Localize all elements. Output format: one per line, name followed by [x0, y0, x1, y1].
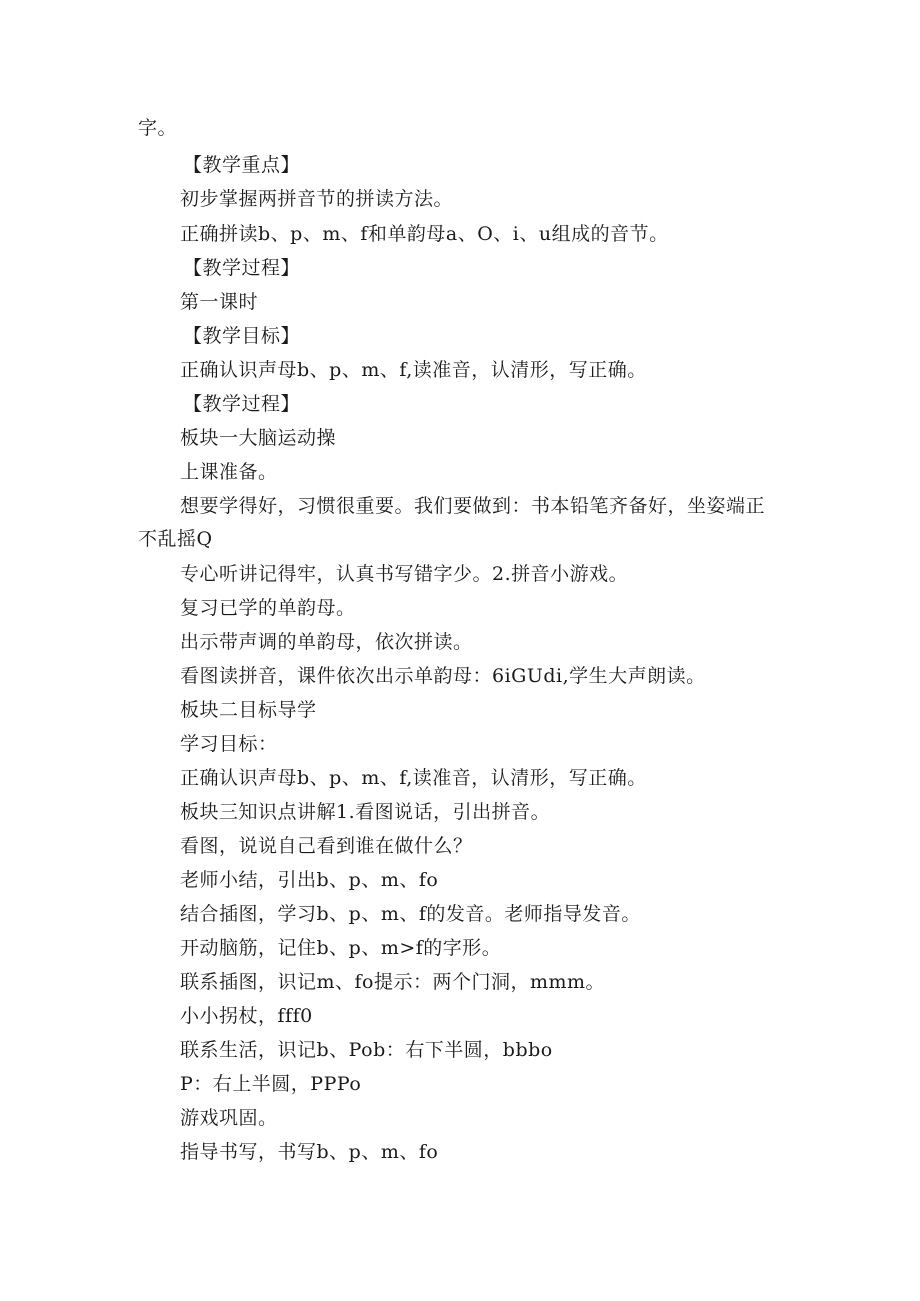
text-line: 联系插图，识记m、fo提示：两个门洞，mmm。	[180, 971, 606, 993]
text-line: 学习目标：	[180, 733, 278, 755]
text-line: 看图读拼音，课件依次出示单韵母：6iGUdi,学生大声朗读。	[180, 665, 706, 687]
text-line: 联系生活，识记b、Pob：右下半圆，bbbo	[180, 1039, 553, 1061]
text-line: 字。	[138, 117, 178, 139]
text-line: 开动脑筋，记住b、p、m>f的字形。	[180, 937, 502, 959]
text-line: 结合插图，学习b、p、m、f的发音。老师指导发音。	[180, 903, 641, 925]
text-line: 板块三知识点讲解1.看图说话，引出拼音。	[180, 801, 551, 823]
text-line: 第一课时	[180, 291, 259, 313]
text-line: 正确认识声母b、p、m、f,读准音，认清形，写正确。	[180, 767, 647, 789]
text-line: 小小拐杖，fff0	[180, 1005, 313, 1027]
section-heading: 【教学目标】	[183, 325, 301, 347]
text-line: 复习已学的单韵母。	[180, 597, 356, 619]
text-line: 游戏巩固。	[180, 1107, 278, 1129]
text-line: 专心听讲记得牢，认真书写错字少。2.拼音小游戏。	[180, 563, 629, 585]
text-line: 板块一大脑运动操	[180, 427, 337, 449]
text-line: 指导书写，书写b、p、m、fo	[180, 1141, 439, 1163]
section-heading: 【教学过程】	[183, 257, 301, 279]
text-line: 正确认识声母b、p、m、f,读准音，认清形，写正确。	[180, 359, 647, 381]
text-line: 想要学得好，习惯很重要。我们要做到：书本铅笔齐备好，坐姿端正	[180, 495, 766, 517]
text-line: 初步掌握两拼音节的拼读方法。	[180, 188, 454, 210]
text-line: 出示带声调的单韵母，依次拼读。	[180, 631, 473, 653]
text-line: 正确拼读b、p、m、f和单韵母a、O、i、u组成的音节。	[180, 223, 669, 245]
text-line: 上课准备。	[180, 461, 278, 483]
text-line: 不乱摇Q	[138, 528, 213, 550]
section-heading: 【教学重点】	[183, 154, 301, 176]
text-line: 看图，说说自己看到谁在做什么？	[180, 835, 473, 857]
section-heading: 【教学过程】	[183, 393, 301, 415]
text-line: P：右上半圆，PPPo	[180, 1073, 362, 1095]
text-line: 老师小结，引出b、p、m、fo	[180, 869, 439, 891]
text-line: 板块二目标导学	[180, 699, 317, 721]
